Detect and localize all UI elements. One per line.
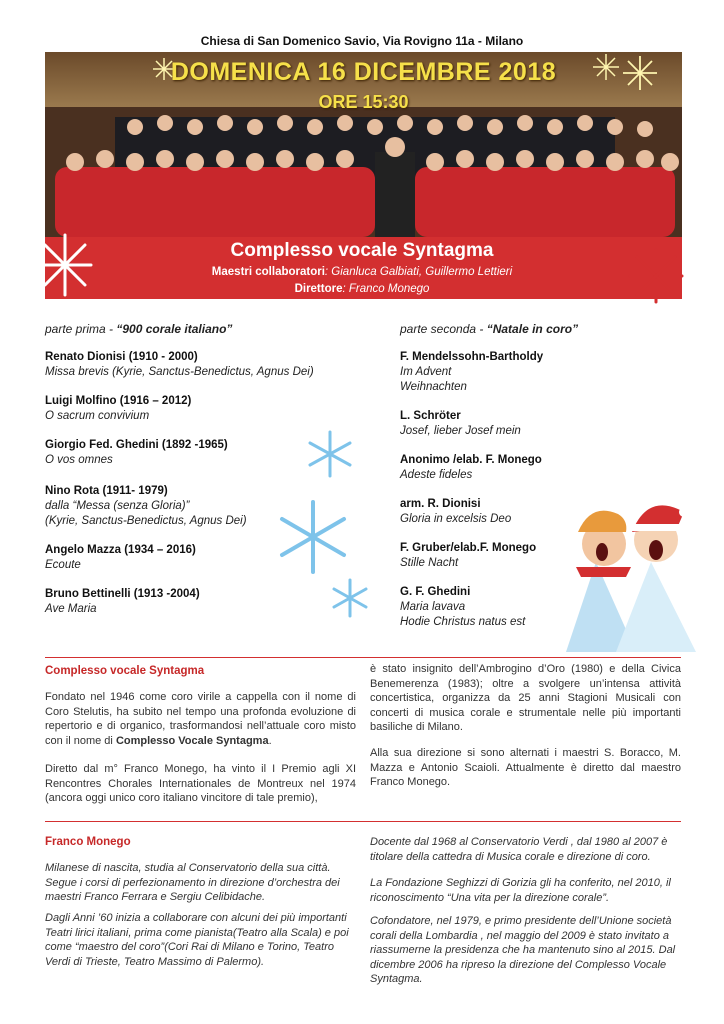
concert-time: ORE 15:30 xyxy=(318,92,409,112)
composer-name: Renato Dionisi (1910 - 2000) xyxy=(45,351,198,363)
program-piece xyxy=(400,453,542,483)
section-divider xyxy=(45,821,681,822)
snowflake-icon xyxy=(306,430,354,478)
syntagma-p1-bold: Complesso Vocale Syntagma xyxy=(115,734,269,747)
composer-name: F. Mendelssohn-Bartholdy xyxy=(400,351,544,363)
composer-name: L. Schröter xyxy=(400,410,461,422)
syntagma-paragraph-4: Alla sua direzione si sono alternati i maestri S. Boracco, M. Mazza e Antonio Scaioli. Attualmente è diretto dal maestro Franco Monego. xyxy=(370,747,681,788)
composer-name: Giorgio Fed. Ghedini (1892 -1965) xyxy=(45,439,228,451)
monego-paragraph-3: Docente dal 1968 al Conservatorio Verdi , dal 1980 al 2007 è titolare della cattedra di Musica corale e direzione di coro. xyxy=(370,836,668,863)
work-title: Weihnachten xyxy=(400,381,467,393)
section-divider xyxy=(45,657,681,658)
monego-paragraph-1: Milanese di nascita, studia al Conservatorio della sua città. Segue i corsi di perfezionamento in direzione d’orchestra dei maestri Franco Ferrara e Sergiu Celibidache. xyxy=(45,862,340,903)
program-piece xyxy=(45,543,196,573)
work-title: Josef, lieber Josef mein xyxy=(400,425,521,437)
part-one-prefix: parte prima - xyxy=(45,322,117,336)
syntagma-p1-end: . xyxy=(268,734,272,747)
maestri-line xyxy=(0,266,724,278)
program-piece xyxy=(400,497,511,527)
part-two-prefix: parte seconda - xyxy=(400,322,487,336)
program-piece xyxy=(400,541,536,571)
composer-name: F. Gruber/elab.F. Monego xyxy=(400,542,537,554)
composer-name: Anonimo /elab. F. Monego xyxy=(400,454,542,466)
venue-line: Chiesa di San Domenico Savio, Via Rovigno 11a - Milano xyxy=(200,34,524,48)
syntagma-paragraph-1 xyxy=(45,690,356,748)
composer-name: Angelo Mazza (1934 – 2016) xyxy=(45,544,196,556)
part-one-heading xyxy=(45,322,232,336)
monego-paragraph-4: La Fondazione Seghizzi di Gorizia gli ha conferito, nel 2010, il riconoscimento “Una vita per la direzione corale”. xyxy=(370,877,671,904)
concert-date: DOMENICA 16 DICEMBRE 2018 xyxy=(170,58,557,86)
program-piece xyxy=(45,394,191,424)
monego-paragraph-5: Cofondatore, nel 1979, e primo presidente dell’Unione società corali della Lombardia , nel maggio del 2009 è stato invitato a riassumerne la presidenza che ha mantenuto sino al 2015. Dal dicembre 2006 ha ripreso la direzione del Complesso Vocale Syntagma. xyxy=(370,915,676,985)
work-title: Adeste fideles xyxy=(400,469,473,481)
work-title: Stille Nacht xyxy=(400,557,459,569)
composer-name: G. F. Ghedini xyxy=(400,586,471,598)
syntagma-p1-text: Fondato nel 1946 come coro virile a cappella con il nome di Coro Stelutis, ha subito nel tempo una profonda evoluzione di repertorio e di organico, trasformandosi nell’attuale coro misto con il nome di xyxy=(45,691,356,747)
work-title: O vos omnes xyxy=(45,454,113,466)
snowflake-icon xyxy=(330,578,370,618)
work-title: Ecoute xyxy=(45,559,81,571)
maestri-names: : Gianluca Galbiati, Guillermo Lettieri xyxy=(324,266,513,278)
program-piece xyxy=(45,350,314,380)
choir-photo xyxy=(45,107,682,237)
snowflake-icon xyxy=(276,500,350,574)
direttore-line xyxy=(0,283,724,295)
ensemble-name: Complesso vocale Syntagma xyxy=(230,240,494,261)
work-title: Gloria in excelsis Deo xyxy=(400,513,512,525)
work-title: (Kyrie, Sanctus-Benedictus, Agnus Dei) xyxy=(45,515,247,527)
direttore-label: Direttore xyxy=(294,283,343,295)
part-two-title: “Natale in coro” xyxy=(486,322,579,336)
program-piece xyxy=(400,350,543,395)
work-title: Maria lavava xyxy=(400,601,466,613)
direttore-name: : Franco Monego xyxy=(342,283,430,295)
part-one-title: “900 corale italiano” xyxy=(116,322,233,336)
work-title: Ave Maria xyxy=(45,603,97,615)
program-piece xyxy=(400,585,525,630)
concert-banner xyxy=(45,52,682,237)
composer-name: Luigi Molfino (1916 – 2012) xyxy=(45,395,192,407)
program-piece xyxy=(45,484,247,529)
work-title: O sacrum convivium xyxy=(45,410,150,422)
work-title: Hodie Christus natus est xyxy=(400,616,526,628)
program-piece xyxy=(400,409,521,439)
part-two-heading xyxy=(400,322,578,336)
program-piece xyxy=(45,587,200,617)
program-piece xyxy=(45,438,228,468)
maestri-label: Maestri collaboratori xyxy=(211,266,325,278)
syntagma-paragraph-3: è stato insignito dell’Ambrogino d’Oro (1980) e della Civica Benemerenza (1983); oltre a svolgere un’intensa attività concertistica, organizza da 25 anni Stagioni Musicali con concerti di musica corale e strumentale nelle più importanti basiliche di Milano. xyxy=(370,663,681,733)
work-title: dalla “Messa (senza Gloria)” xyxy=(45,500,190,512)
composer-name: Bruno Bettinelli (1913 -2004) xyxy=(45,588,200,600)
monego-paragraph-2: Dagli Anni ’60 inizia a collaborare con alcuni dei più importanti Teatri lirici italiani, prima come pianista(Teatro alla Scala) e poi come “maestro del coro”(Cori Rai di Milano e Torino, Teatro Verdi di Trieste, Teatro Massimo di Palermo). xyxy=(45,912,349,968)
composer-name: Nino Rota (1911- 1979) xyxy=(45,485,168,497)
singing-angels-illustration xyxy=(556,492,704,652)
syntagma-section-title: Complesso vocale Syntagma xyxy=(45,665,205,677)
work-title: Missa brevis (Kyrie, Sanctus-Benedictus, Agnus Dei) xyxy=(45,366,314,378)
work-title: Im Advent xyxy=(400,366,452,378)
syntagma-paragraph-2: Diretto dal m° Franco Monego, ha vinto il I Premio agli XI Rencontres Chorales Internationales de Montreux nel 1974 (ancora oggi unico coro italiano vincitore di tale premio), xyxy=(45,763,356,804)
monego-section-title: Franco Monego xyxy=(45,836,131,848)
composer-name: arm. R. Dionisi xyxy=(400,498,481,510)
